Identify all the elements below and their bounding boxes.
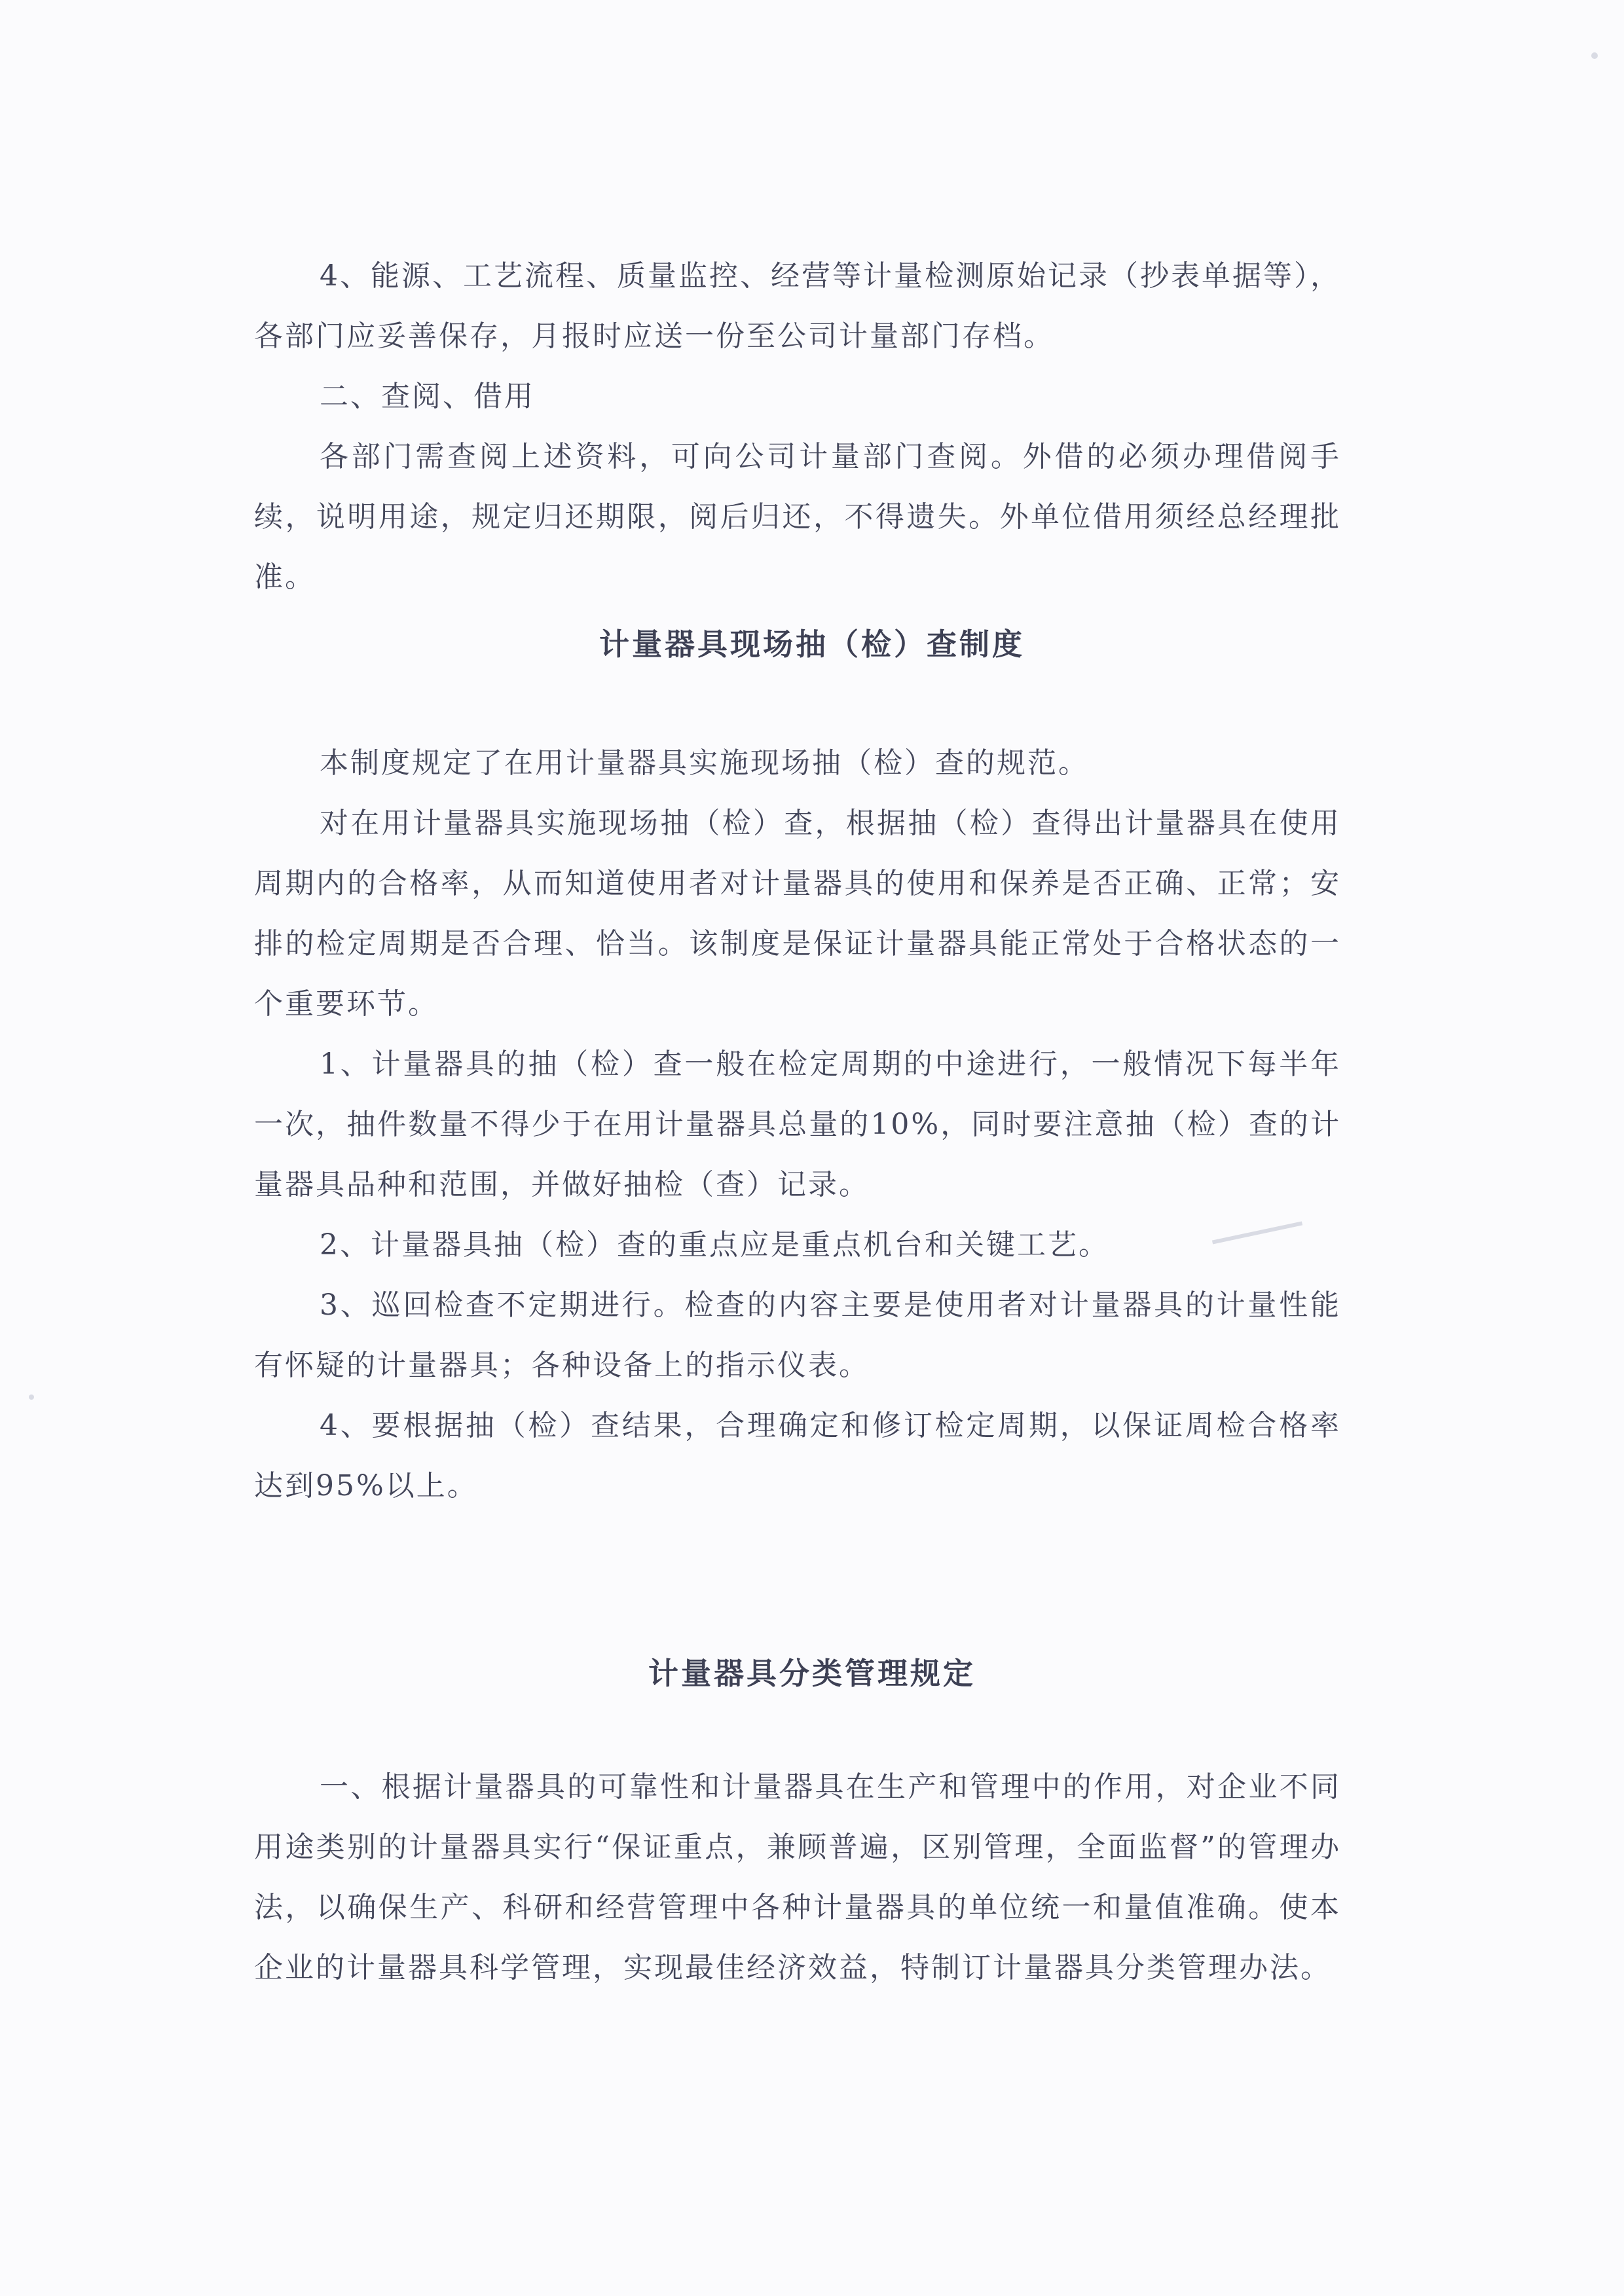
paragraph-item-2: 2、计量器具抽（检）查的重点应是重点机台和关键工艺。 [320, 1228, 1109, 1262]
scan-speck [1591, 52, 1598, 59]
paragraph-item-4: 4、能源、工艺流程、质量监控、经营等计量检测原始记录（抄表单据等），各部门应妥善保存，月报时应送一份至公司计量部门存档。 [254, 259, 1341, 353]
paragraph-item-3: 3、巡回检查不定期进行。检查的内容主要是使用者对计量器具的计量性能有怀疑的计量器具；各种设备上的指示仪表。 [254, 1288, 1341, 1382]
paragraph-spot-check: 对在用计量器具实施现场抽（检）查，根据抽（检）查得出计量器具在使用周期内的合格率，从而知道使用者对计量器具的使用和保养是否正确、正常；安排的检定周期是否合理、恰当。该制度是保证计量器具能正常处于合格状态的一个重要环节。 [254, 807, 1341, 1021]
title-spot-check: 计量器具现场抽（检）查制度 [599, 627, 1025, 662]
heading-borrow: 二、查阅、借用 [320, 380, 535, 413]
scan-speck [29, 1394, 34, 1400]
paragraph-item-1: 1、计量器具的抽（检）查一般在检定周期的中途进行，一般情况下每半年一次，抽件数量不得少于在用计量器具总量的10%，同时要注意抽（检）查的计量器具品种和范围，并做好抽检（查）记录。 [254, 1048, 1341, 1201]
paragraph-borrow: 各部门需查阅上述资料，可向公司计量部门查阅。外借的必须办理借阅手续，说明用途，规定归还期限，阅后归还，不得遗失。外单位借用须经总经理批准。 [254, 440, 1341, 594]
paragraph-intro: 本制度规定了在用计量器具实施现场抽（检）查的规范。 [320, 746, 1089, 780]
paragraph-classification: 一、根据计量器具的可靠性和计量器具在生产和管理中的作用，对企业不同用途类别的计量器具实行“保证重点，兼顾普遍，区别管理，全面监督”的管理办法，以确保生产、科研和经营管理中各种计量器具的单位统一和量值准确。使本企业的计量器具科学管理，实现最佳经济效益，特制订计量器具分类管理办法。 [254, 1770, 1341, 1984]
title-classification: 计量器具分类管理规定 [648, 1656, 976, 1691]
paragraph-item-4b: 4、要根据抽（检）查结果，合理确定和修订检定周期，以保证周检合格率达到95%以上。 [254, 1409, 1341, 1503]
